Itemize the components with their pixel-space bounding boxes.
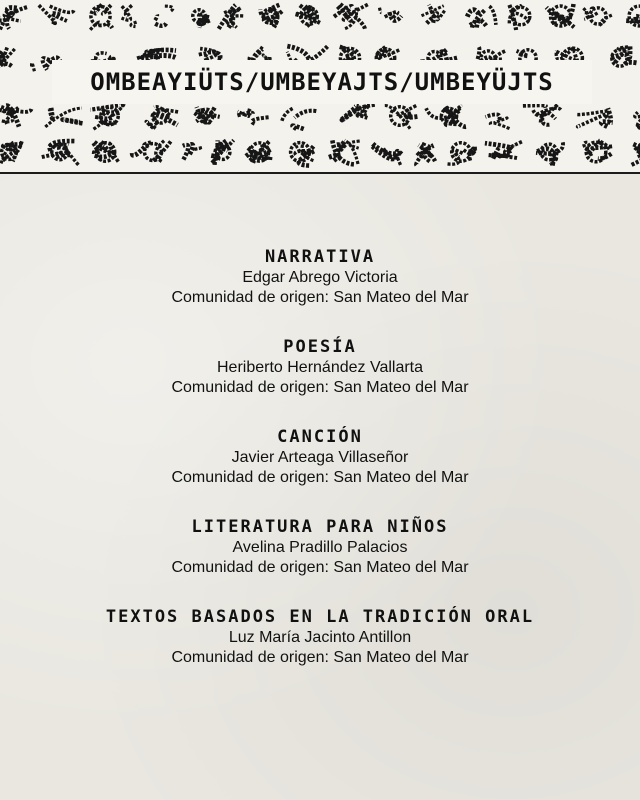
category-heading: LITERATURA PARA NIÑOS (191, 517, 449, 537)
stitch-glyph (132, 141, 171, 162)
stitch-glyph (467, 6, 496, 29)
stitch-glyph (183, 144, 202, 159)
category-heading: TEXTOS BASADOS EN LA TRADICIÓN ORAL (105, 607, 535, 627)
stitch-glyph (635, 107, 640, 130)
stitch-glyph (1, 141, 22, 163)
stitch-glyph (282, 108, 316, 130)
origin-text: Comunidad de origen: San Mateo del Mar (171, 379, 469, 396)
stitch-glyph (155, 6, 173, 26)
stitch-glyph (416, 143, 435, 165)
stitch-glyph (372, 144, 404, 165)
credit-section-tradicion-oral (0, 606, 640, 668)
stitch-glyph (90, 104, 124, 129)
stitch-glyph (584, 140, 612, 162)
origin-text: Comunidad de origen: San Mateo del Mar (171, 649, 469, 666)
author-name: Edgar Abrego Victoria (242, 269, 398, 286)
origin-text: Comunidad de origen: San Mateo del Mar (171, 469, 469, 486)
title-box (52, 60, 592, 104)
credit-section-cancion (0, 426, 640, 488)
stitch-glyph (0, 46, 15, 68)
stitch-glyph (92, 141, 119, 163)
stitch-glyph (426, 105, 466, 127)
banner-title: OMBEAYIÜTS/UMBEYAJTS/UMBEYÜJTS (90, 68, 554, 96)
stitch-glyph (632, 142, 640, 165)
stitch-glyph (122, 5, 137, 26)
stitch-glyph (546, 4, 574, 27)
stitch-glyph (0, 105, 32, 127)
category-heading: NARRATIVA (264, 247, 376, 267)
stitch-glyph (40, 141, 78, 165)
stitch-glyph (219, 5, 244, 29)
stitch-glyph (0, 7, 27, 30)
stitch-glyph (291, 142, 315, 165)
stitch-glyph (45, 108, 82, 127)
stitch-glyph (485, 114, 509, 128)
stitch-glyph (626, 6, 640, 29)
stitch-glyph (422, 5, 445, 25)
stitch-glyph (334, 4, 368, 30)
stitch-glyph (485, 142, 522, 159)
stitch-glyph (583, 8, 613, 26)
stitch-glyph (536, 142, 563, 165)
credit-section-poesia (0, 336, 640, 398)
category-heading: POESÍA (283, 337, 357, 357)
stitch-glyph (260, 5, 282, 27)
stitch-glyph (246, 142, 272, 163)
stitch-glyph (576, 108, 612, 126)
stitch-glyph (447, 143, 477, 165)
credit-section-literatura-ninos (0, 516, 640, 578)
stitch-glyph (193, 10, 210, 28)
author-name: Luz María Jacinto Antillon (228, 629, 412, 646)
stitch-glyph (329, 140, 360, 164)
stitch-glyph (39, 5, 74, 26)
stitch-glyph (211, 140, 234, 165)
stitch-glyph (509, 5, 530, 30)
author-name: Avelina Pradillo Palacios (232, 539, 408, 556)
origin-text: Comunidad de origen: San Mateo del Mar (171, 559, 469, 576)
stitch-glyph (611, 46, 636, 66)
stitch-glyph (385, 105, 418, 129)
credits-list (0, 246, 640, 696)
stitch-glyph (380, 8, 402, 21)
header-banner (0, 0, 640, 174)
author-name: Javier Arteaga Villaseñor (231, 449, 409, 466)
origin-text: Comunidad de origen: San Mateo del Mar (171, 289, 469, 306)
stitch-glyph (341, 105, 375, 121)
stitch-glyph (194, 107, 219, 123)
author-name: Heriberto Hernández Vallarta (216, 359, 424, 376)
stitch-glyph (90, 4, 112, 30)
stitch-glyph (146, 106, 178, 128)
credit-section-narrativa (0, 246, 640, 308)
stitch-glyph (237, 111, 268, 124)
category-heading: CANCIÓN (277, 427, 363, 447)
stitch-glyph (522, 105, 561, 125)
stitch-glyph (296, 5, 321, 26)
